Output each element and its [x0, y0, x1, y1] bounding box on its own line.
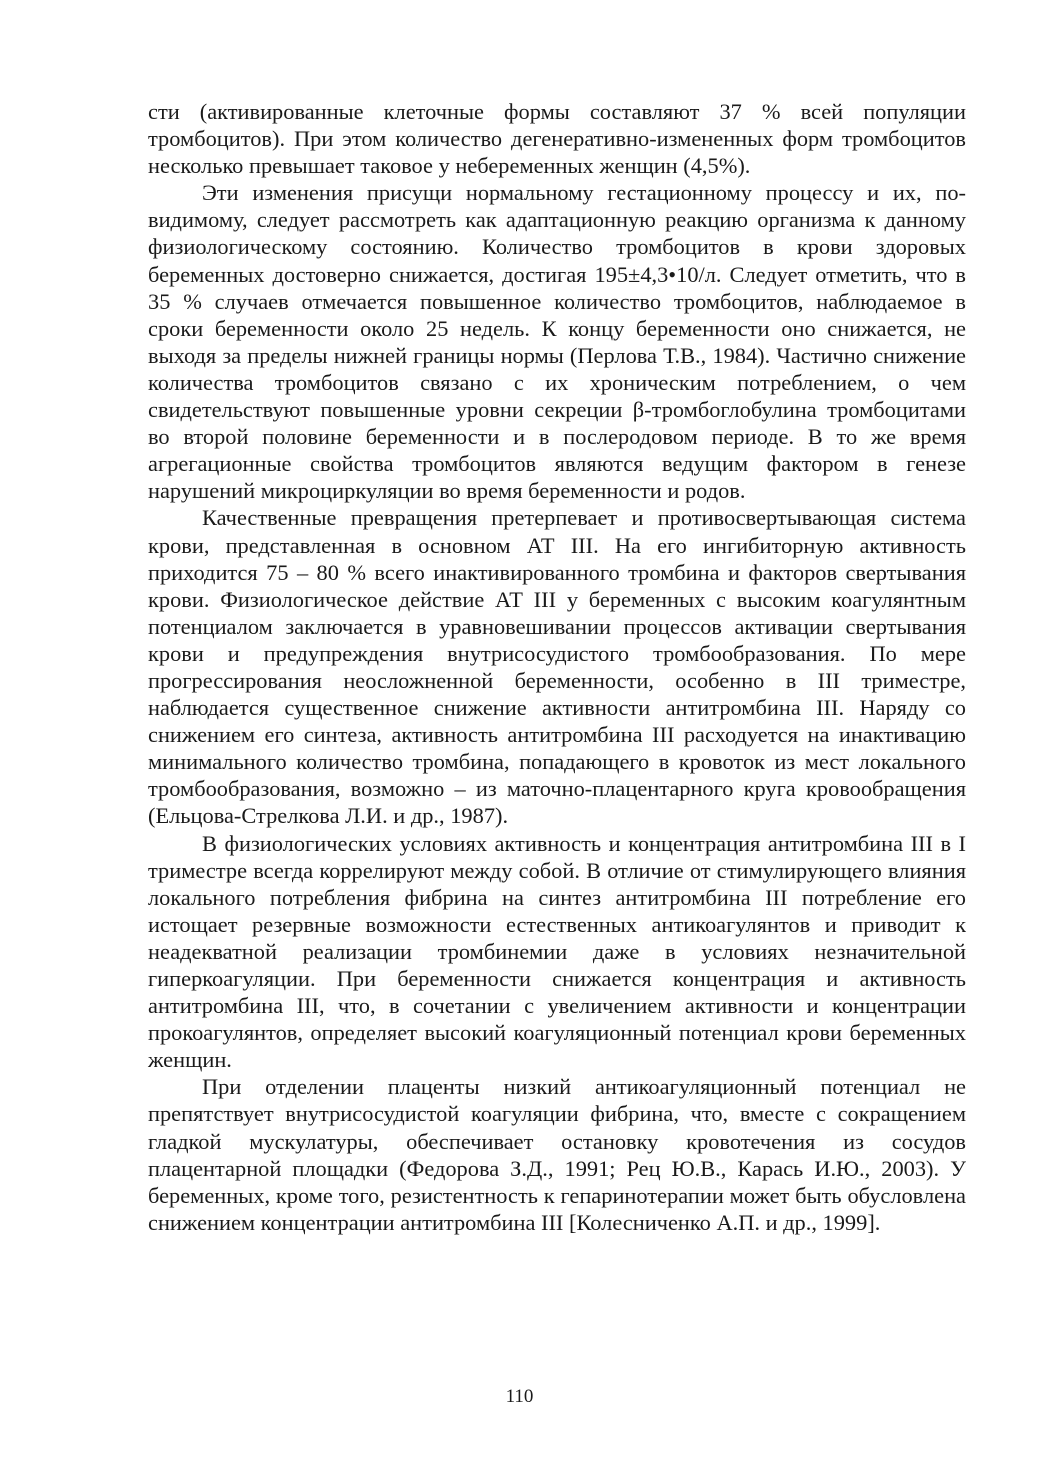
paragraph-physiological-conditions: В физиологических условиях активность и концентрация антитромбина III в I триместре всегда коррелируют между собой. В отличие от стимулирующего влияния локального потребления фибрина на синтез антитромбина III потребление его истощает резервные возможности естественных антикоагулянтов и приводит к неадекватной реализации тромбинемии даже в условиях незначительной гиперкоагуляции. При беременности снижается концентрация и активность антитромбина III, что, в сочетании с увеличением активности и концентрации прокоагулянтов, определяет высокий коагуляционный потенциал крови беременных женщин.	[148, 830, 966, 1073]
paragraph-placenta-separation: При отделении плаценты низкий антикоагуляционный потенциал не препятствует внутрисосудистой коагуляции фибрина, что, вместе с сокращением гладкой мускулатуры, обеспечивает остановку кровотечения из сосудов плацентарной площадки (Федорова З.Д., 1991; Рец Ю.В., Карась И.Ю., 2003). У беременных, кроме того, резистентность к гепаринотерапии может быть обусловлена снижением концентрации антитромбина III [Колесниченко А.П. и др., 1999].	[148, 1074, 966, 1235]
paragraph-antithrombin-system: Качественные превращения претерпевает и противосвертывающая система крови, представленная в основном АТ III. На его ингибиторную активность приходится 75 – 80 % всего инактивированного тромбина и факторов свертывания крови. Физиологическое действие АТ III у беременных с высоким коагулянтным потенциалом заключается в уравновешивании процессов активации свертывания крови и предупреждения внутрисосудистого тромбообразования. По мере прогрессирования неосложненной беременности, особенно в III триместре, наблюдается существенное снижение активности антитромбина III. Наряду со снижением его синтеза, активность антитромбина III расходуется на инактивацию минимального количество тромбина, попадающего в кровоток из мест локального тромбообразования, возможно – из маточно-плацентарного круга кровообращения (Ельцова-Стрелкова Л.И. и др., 1987).	[148, 505, 966, 829]
body-text	[148, 98, 966, 1236]
page-number: 110	[505, 1386, 534, 1407]
paragraph-platelet-changes: Эти изменения присущи нормальному гестационному процессу и их, по-видимому, следует рассмотреть как адаптационную реакцию организма к данному физиологическому состоянию. Количество тромбоцитов в крови здоровых беременных достоверно снижается, достигая 195±4,3•10/л. Следует отметить, что в 35 % случаев отмечается повышенное количество тромбоцитов, наблюдаемое в сроки беременности около 25 недель. К концу беременности оно снижается, не выходя за пределы нижней границы нормы (Перлова Т.В., 1984). Частично снижение количества тромбоцитов связано с их хроническим потреблением, о чем свидетельствуют повышенные уровни секреции β-тромбоглобулина тромбоцитами во второй половине беременности и в послеродовом периоде. В то же время агрегационные свойства тромбоцитов являются ведущим фактором в генезе нарушений микроциркуляции во время беременности и родов.	[148, 180, 966, 504]
paragraph-continuation: сти (активированные клеточные формы составляют 37 % всей популяции тромбоцитов). При этом количество дегенеративно-измененных форм тромбоцитов несколько превышает таковое у небеременных женщин (4,5%).	[148, 99, 966, 179]
